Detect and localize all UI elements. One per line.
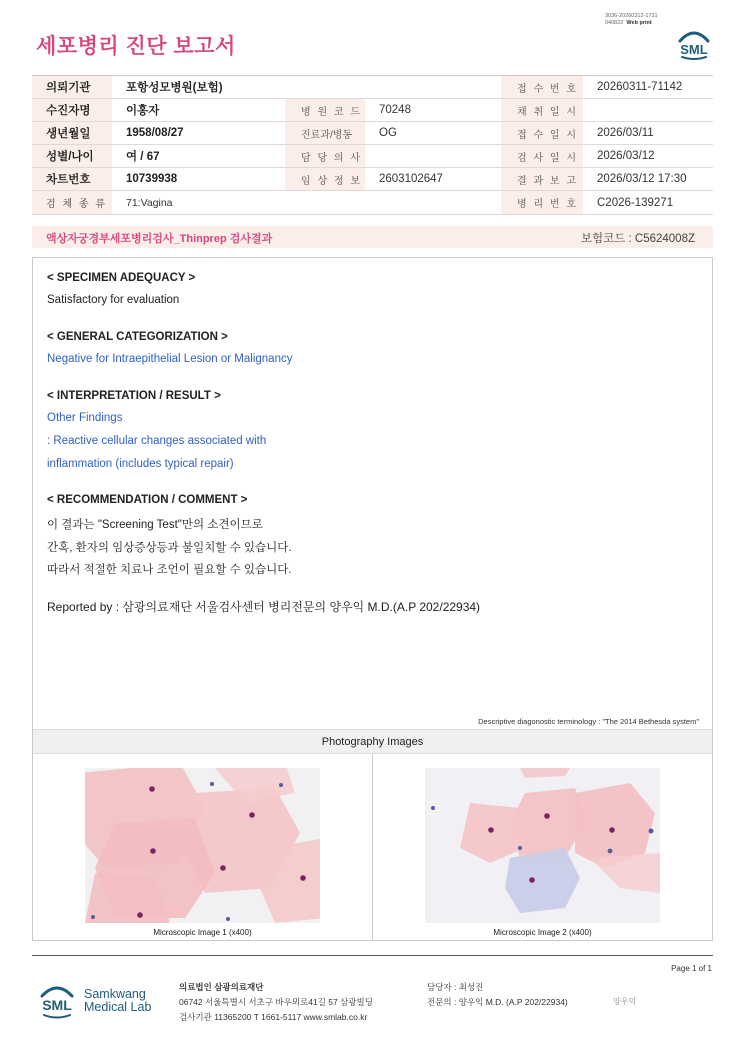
recommendation-line: 간혹, 환자의 임상증상등과 불일치할 수 있습니다. bbox=[47, 542, 292, 554]
info-label: 성별/나이 bbox=[32, 145, 112, 168]
info-value: 2026/03/12 17:30 bbox=[583, 168, 713, 191]
info-value: 1958/08/27 bbox=[112, 122, 285, 145]
info-value: 2026/03/11 bbox=[583, 122, 713, 145]
info-label: 의뢰기관 bbox=[32, 76, 112, 99]
image-caption-2: Microscopic Image 2 (x400) bbox=[493, 928, 592, 937]
info-label: 병 리 번 호 bbox=[501, 191, 583, 215]
photo-section-title: Photography Images bbox=[321, 736, 424, 748]
info-row bbox=[32, 168, 713, 191]
interpretation-line: Other Findings bbox=[47, 412, 123, 424]
info-value: 2026/03/12 bbox=[583, 145, 713, 168]
info-value: 20260311-71142 bbox=[583, 76, 713, 99]
info-label: 차트번호 bbox=[32, 168, 112, 191]
sml-logo-icon bbox=[674, 27, 714, 61]
interpretation-line: : Reactive cellular changes associated with bbox=[47, 435, 267, 447]
adequacy-text: Satisfactory for evaluation bbox=[47, 294, 180, 306]
info-label: 검 체 종 류 bbox=[32, 191, 112, 215]
terminology-note: Descriptive diagonostic terminology : "The 2014 Bethesda system" bbox=[478, 717, 699, 726]
interpretation-heading: < INTERPRETATION / RESULT > bbox=[47, 390, 221, 402]
result-box bbox=[32, 257, 713, 941]
info-value: 여 / 67 bbox=[112, 145, 285, 168]
info-label: 진료과/병동 bbox=[285, 122, 365, 145]
sml-footer-logo-icon bbox=[36, 980, 78, 1024]
document-code bbox=[605, 13, 658, 26]
info-value: OG bbox=[365, 122, 501, 145]
category-heading: < GENERAL CATEGORIZATION > bbox=[47, 331, 228, 343]
recommendation-line: 따라서 적절한 치료나 조언이 필요할 수 있습니다. bbox=[47, 564, 292, 576]
info-label: 임 상 정 보 bbox=[285, 168, 365, 191]
exam-bar bbox=[32, 226, 713, 248]
footer-divider bbox=[32, 955, 713, 956]
info-value: 10739938 bbox=[112, 168, 285, 191]
info-value bbox=[583, 99, 713, 122]
info-label: 결 과 보 고 bbox=[501, 168, 583, 191]
info-label: 수진자명 bbox=[32, 99, 112, 122]
info-row bbox=[32, 99, 713, 122]
footer-brand bbox=[84, 988, 151, 1014]
info-label: 채 취 일 시 bbox=[501, 99, 583, 122]
info-row bbox=[32, 122, 713, 145]
info-value: 2603102647 bbox=[365, 168, 501, 191]
sml-logo-text: SML bbox=[680, 42, 708, 57]
info-row bbox=[32, 191, 713, 215]
footer-manager: 담당자 : 최성진 bbox=[427, 982, 484, 992]
info-value: C2026-139271 bbox=[583, 191, 713, 215]
document-code-line2: 040822 Web print bbox=[605, 19, 652, 26]
info-label: 검 사 일 시 bbox=[501, 145, 583, 168]
adequacy-heading: < SPECIMEN ADEQUACY > bbox=[47, 272, 196, 284]
microscopic-image-1 bbox=[85, 768, 320, 923]
sml-footer-logo-text: SML bbox=[42, 997, 72, 1013]
page-number: Page 1 of 1 bbox=[671, 964, 712, 973]
info-value: 70248 bbox=[365, 99, 501, 122]
info-label: 담 당 의 사 bbox=[285, 145, 365, 168]
footer-org-contact: 검사기관 11365200 T 1661-5117 www.smlab.co.kr bbox=[179, 1012, 368, 1022]
info-label: 접 수 번 호 bbox=[501, 76, 583, 99]
info-value: 포항성모병원(보험) bbox=[112, 76, 501, 99]
signature: 양우익 bbox=[613, 997, 637, 1006]
document-code-line1: 3036-20260312-1731 bbox=[605, 13, 658, 19]
info-label: 접 수 일 시 bbox=[501, 122, 583, 145]
category-text: Negative for Intraepithelial Lesion or Malignancy bbox=[47, 353, 293, 365]
footer-org-name: 의료법인 삼광의료재단 bbox=[179, 982, 264, 992]
insurance-code: 보험코드 : C5624008Z bbox=[580, 233, 695, 245]
info-value: 71:Vagina bbox=[112, 191, 501, 215]
recommendation-heading: < RECOMMENDATION / COMMENT > bbox=[47, 494, 248, 506]
footer-brand-line2: Medical Lab bbox=[84, 1000, 152, 1014]
interpretation-line: inflammation (includes typical repair) bbox=[47, 458, 234, 470]
patient-info-table bbox=[32, 75, 713, 215]
exam-title: 액상자궁경부세포병리검사_Thinprep 검사결과 bbox=[46, 233, 273, 245]
recommendation-line: 이 결과는 "Screening Test"만의 소견이므로 bbox=[47, 519, 263, 531]
photo-section-bar bbox=[33, 729, 712, 754]
microscopic-image-2 bbox=[425, 768, 660, 923]
image-caption-1: Microscopic Image 1 (x400) bbox=[153, 928, 252, 937]
reported-by: Reported by : 삼광의료재단 서울검사센터 병리전문의 양우익 M.D.(A.P 202/22934) bbox=[47, 600, 481, 614]
info-row bbox=[32, 145, 713, 168]
info-label: 병 원 코 드 bbox=[285, 99, 365, 122]
footer-brand-line1: Samkwang bbox=[84, 987, 146, 1001]
info-value bbox=[365, 145, 501, 168]
info-value: 이홍자 bbox=[112, 99, 285, 122]
info-label: 생년월일 bbox=[32, 122, 112, 145]
info-row bbox=[32, 76, 713, 99]
report-title: 세포병리 진단 보고서 bbox=[36, 35, 236, 58]
footer-org-address: 06742 서울특별시 서초구 바우뫼로41길 57 삼광빌딩 bbox=[179, 997, 373, 1007]
footer-specialist: 전문의 : 양우익 M.D. (A.P 202/22934) bbox=[427, 997, 568, 1007]
photo-divider bbox=[372, 754, 373, 941]
